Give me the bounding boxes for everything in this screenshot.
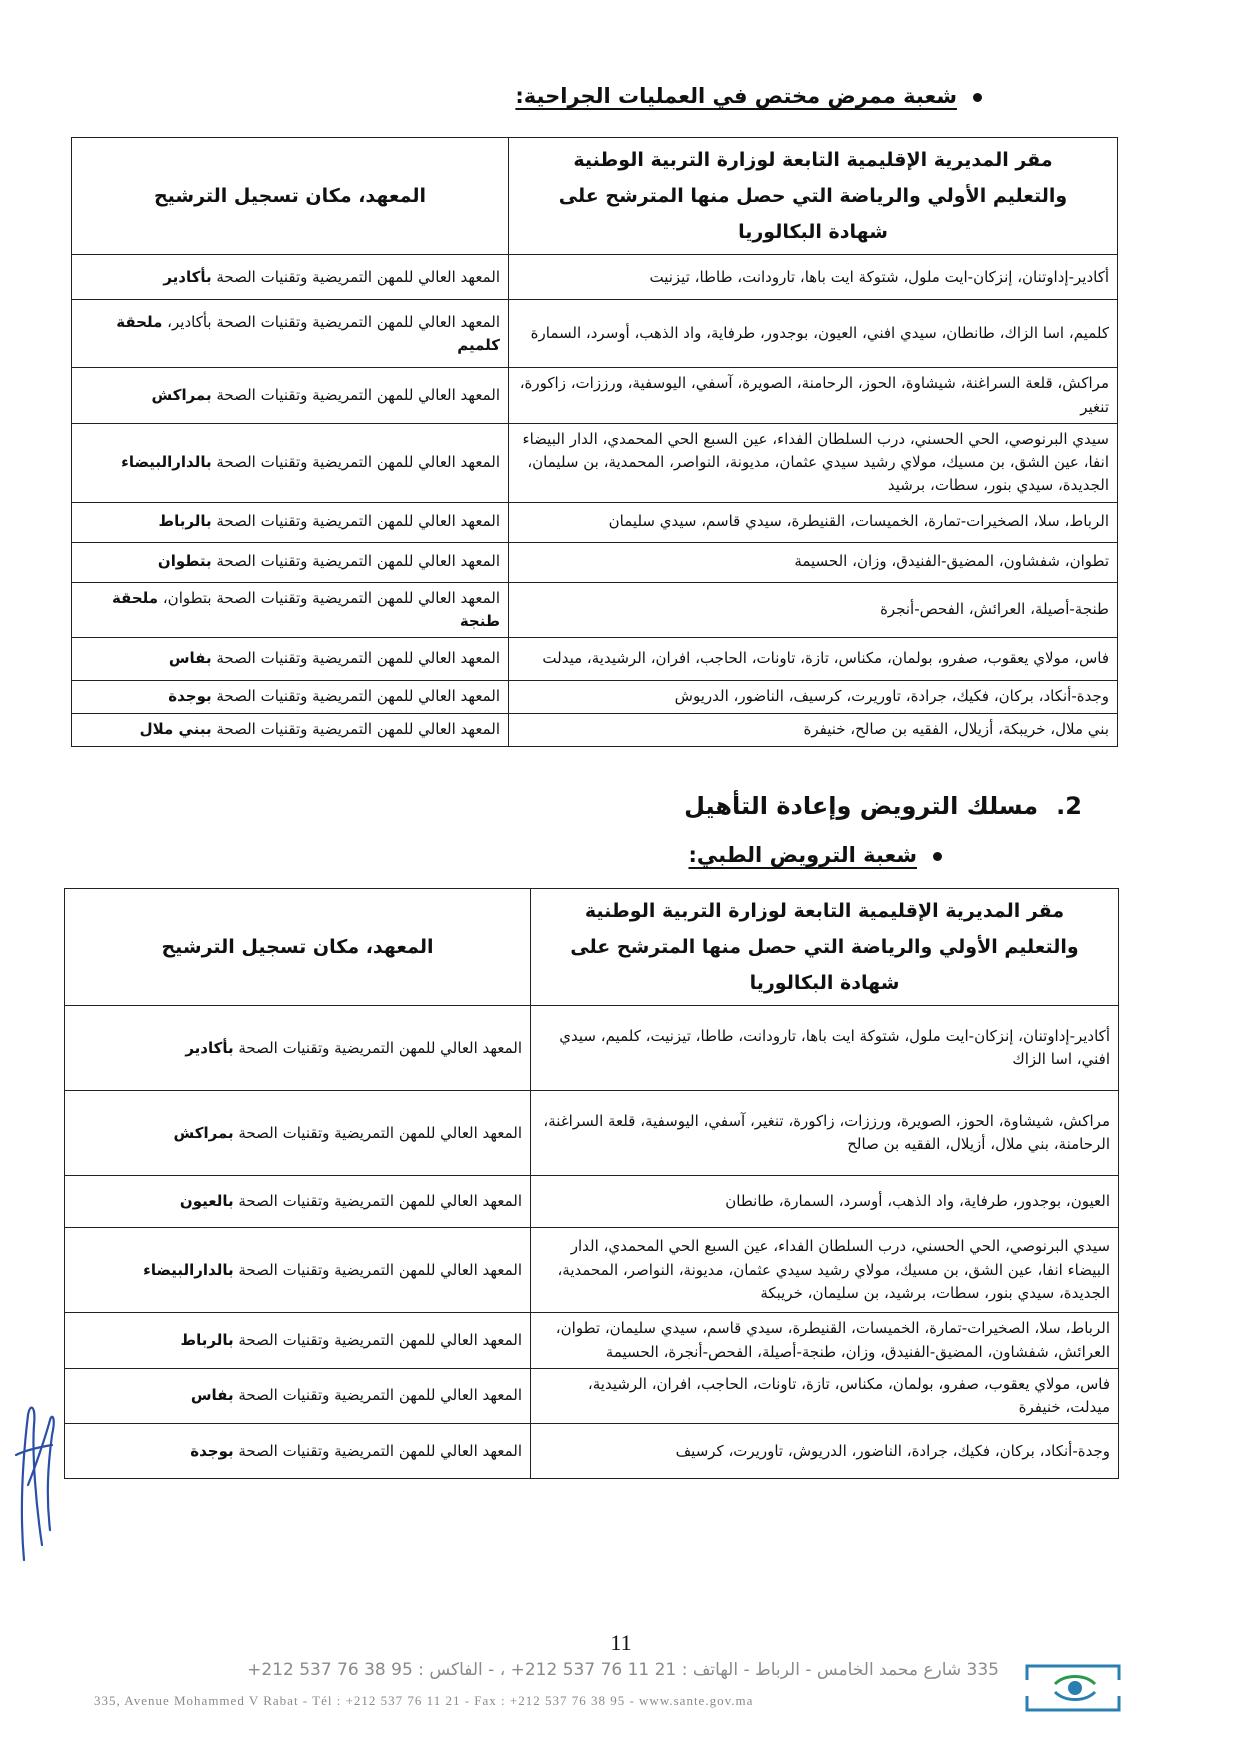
directorate-cell: وجدة-أنكاد، بركان، فكيك، جرادة، الناضور، الدريوش، تاوريرت، كرسيف — [531, 1424, 1119, 1479]
section1-table — [71, 137, 1118, 747]
col-institute-header: المعهد، مكان تسجيل الترشيح — [65, 889, 531, 1006]
directorate-cell: وجدة-أنكاد، بركان، فكيك، جرادة، تاوريرت، كرسيف، الناضور، الدريوش — [509, 681, 1118, 714]
section2-table — [64, 888, 1119, 1479]
institute-cell — [72, 582, 509, 638]
directorate-cell: سيدي البرنوصي، الحي الحسني، درب السلطان الفداء، عين السبع الحي المحمدي، الدار البيضاء انفا، عين الشق، بن مسيك، مولاي رشيد سيدي عثمان، مديونة، النواصر، المحمدية، الجديدة، سيدي بنور، سطات، برشيد، بن سليمان، خريبكة — [531, 1228, 1119, 1313]
directorate-cell: أكادير-إداوتنان، إنزكان-ايت ملول، شتوكة ايت باها، تارودانت، طاطا، تيزنيت — [509, 255, 1118, 300]
table-row — [65, 1006, 1119, 1091]
table-row — [72, 502, 1118, 542]
institute-name: المعهد العالي للمهن التمريضية وتقنيات الصحة — [211, 512, 500, 531]
page-number: 11 — [610, 1630, 632, 1655]
directorate-cell: تطوان، شفشاون، المضيق-الفنيدق، وزان، الحسيمة — [509, 542, 1118, 582]
table-row — [72, 638, 1118, 681]
directorate-cell: فاس، مولاي يعقوب، صفرو، بولمان، مكناس، تازة، تاونات، الحاجب، افران، الرشيدية، ميدلت، خنيفرة — [531, 1368, 1119, 1424]
table-row — [65, 1368, 1119, 1424]
institute-cell — [65, 1313, 531, 1369]
ministry-logo-icon — [1025, 1660, 1121, 1716]
institute-cell — [72, 638, 509, 681]
institute-cell — [72, 255, 509, 300]
institute-name: المعهد العالي للمهن التمريضية وتقنيات الصحة — [233, 1260, 522, 1279]
table-row — [72, 423, 1118, 502]
institute-name: المعهد العالي للمهن التمريضية وتقنيات الصحة — [211, 267, 500, 286]
handwritten-signature — [6, 1395, 66, 1565]
table-row — [72, 255, 1118, 300]
directorate-cell: العيون، بوجدور، طرفاية، واد الذهب، أوسرد، السمارة، طانطان — [531, 1176, 1119, 1228]
institute-city: بالدارالبيضاء — [143, 1260, 234, 1279]
institute-city: بمراكش — [151, 385, 212, 404]
institute-city: ملحقة طنجة — [111, 588, 500, 630]
col-institute-header: المعهد، مكان تسجيل الترشيح — [72, 138, 509, 255]
table-header-row — [72, 138, 1118, 255]
table-row — [72, 300, 1118, 368]
directorate-cell: طنجة-أصيلة، العرائش، الفحص-أنجرة — [509, 582, 1118, 638]
institute-city: بالرباط — [158, 512, 212, 531]
section2-title — [684, 792, 1082, 820]
institute-cell — [65, 1368, 531, 1424]
table-row — [72, 681, 1118, 714]
section2-number: 2. — [1056, 792, 1082, 820]
institute-name: المعهد العالي للمهن التمريضية وتقنيات الصحة — [211, 453, 500, 472]
institute-city: بوجدة — [190, 1441, 234, 1460]
section2-heading: شعبة الترويض الطبي: — [689, 843, 943, 867]
table-row — [65, 1228, 1119, 1313]
table-row — [65, 1091, 1119, 1176]
institute-name: المعهد العالي للمهن التمريضية وتقنيات الصحة بأكادير، — [162, 312, 500, 331]
table-row — [72, 582, 1118, 638]
institute-name: المعهد العالي للمهن التمريضية وتقنيات الصحة — [211, 385, 500, 404]
bullet-icon — [973, 93, 982, 102]
directorate-cell: أكادير-إداوتنان، إنزكان-ايت ملول، شتوكة ايت باها، تارودانت، طاطا، تيزنيت، كلميم، سيدي افني، اسا الزاك — [531, 1006, 1119, 1091]
institute-city: بتطوان — [157, 552, 212, 571]
institute-name: المعهد العالي للمهن التمريضية وتقنيات الصحة — [233, 1386, 522, 1405]
section2-table-body — [65, 1006, 1119, 1479]
institute-city: بفاس — [190, 1386, 234, 1405]
institute-city: ببني ملال — [139, 720, 212, 739]
directorate-cell: الرباط، سلا، الصخيرات-تمارة، الخميسات، القنيطرة، سيدي قاسم، سيدي سليمان — [509, 502, 1118, 542]
col-directorate-header: مقر المديرية الإقليمية التابعة لوزارة التربية الوطنية والتعليم الأولي والرياضة التي حصل منها المترشح على شهادة البكالوريا — [509, 138, 1118, 255]
table-row — [65, 1313, 1119, 1369]
institute-cell — [72, 300, 509, 368]
table-row — [72, 714, 1118, 747]
institute-city: بوجدة — [168, 687, 212, 706]
directorate-cell: فاس، مولاي يعقوب، صفرو، بولمان، مكناس، تازة، تاونات، الحاجب، افران، الرشيدية، ميدلت — [509, 638, 1118, 681]
col-directorate-header: مقر المديرية الإقليمية التابعة لوزارة التربية الوطنية والتعليم الأولي والرياضة التي حصل منها المترشح على شهادة البكالوريا — [531, 889, 1119, 1006]
institute-city: بالدارالبيضاء — [121, 453, 212, 472]
institute-name: المعهد العالي للمهن التمريضية وتقنيات الصحة — [211, 720, 500, 739]
institute-name: المعهد العالي للمهن التمريضية وتقنيات الصحة — [211, 687, 500, 706]
institute-city: بالرباط — [180, 1330, 234, 1349]
institute-name: المعهد العالي للمهن التمريضية وتقنيات الصحة — [233, 1038, 522, 1057]
institute-cell — [72, 542, 509, 582]
institute-city: بفاس — [168, 649, 212, 668]
table-header-row — [65, 889, 1119, 1006]
institute-name: المعهد العالي للمهن التمريضية وتقنيات الصحة — [211, 552, 500, 571]
section1-table-body — [72, 255, 1118, 747]
directorate-cell: بني ملال، خريبكة، أزيلال، الفقيه بن صالح، خنيفرة — [509, 714, 1118, 747]
institute-city: بأكادير — [185, 1038, 234, 1057]
directorate-cell: الرباط، سلا، الصخيرات-تمارة، الخميسات، القنيطرة، سيدي قاسم، سيدي سليمان، تطوان، العرائش، شفشاون، المضيق-الفنيدق، وزان، طنجة-أصيلة، الفحص-أنجرة، الحسيمة — [531, 1313, 1119, 1369]
institute-cell — [72, 681, 509, 714]
institute-city: بالعيون — [179, 1192, 234, 1211]
directorate-cell: سيدي البرنوصي، الحي الحسني، درب السلطان الفداء، عين السبع الحي المحمدي، الدار البيضاء انفا، عين الشق، بن مسيك، مولاي رشيد سيدي عثمان، مديونة، النواصر، المحمدية، بن سليمان، الجديدة، سيدي بنور، سطات، برشيد — [509, 423, 1118, 502]
institute-cell — [65, 1176, 531, 1228]
directorate-cell: مراكش، شيشاوة، الحوز، الصويرة، ورززات، زاكورة، تنغير، آسفي، اليوسفية، قلعة السراغنة، الرحامنة، بني ملال، أزيلال، الفقيه بن صالح — [531, 1091, 1119, 1176]
table-row — [72, 542, 1118, 582]
footer-address-french: 335, Avenue Mohammed V Rabat - Tél : +212 537 76 11 21 - Fax : +212 537 76 38 95 - www.sante.gov.ma — [94, 1693, 754, 1708]
table-row — [72, 368, 1118, 424]
section1-heading: شعبة ممرض مختص في العمليات الجراحية: — [515, 84, 982, 108]
institute-city: ملحقة كلميم — [116, 312, 500, 354]
bullet-icon — [933, 852, 942, 861]
institute-cell — [65, 1091, 531, 1176]
institute-cell — [72, 714, 509, 747]
institute-city: بأكادير — [163, 267, 212, 286]
institute-cell — [72, 368, 509, 424]
institute-cell — [72, 502, 509, 542]
directorate-cell: مراكش، قلعة السراغنة، شيشاوة، الحوز، الرحامنة، الصويرة، آسفي، اليوسفية، ورززات، زاكورة، تنغير — [509, 368, 1118, 424]
directorate-cell: كلميم، اسا الزاك، طانطان، سيدي افني، العيون، بوجدور، طرفاية، واد الذهب، أوسرد، السمارة — [509, 300, 1118, 368]
table-row — [65, 1424, 1119, 1479]
institute-name: المعهد العالي للمهن التمريضية وتقنيات الصحة — [211, 649, 500, 668]
institute-cell — [65, 1424, 531, 1479]
institute-name: المعهد العالي للمهن التمريضية وتقنيات الصحة — [233, 1330, 522, 1349]
institute-name: المعهد العالي للمهن التمريضية وتقنيات الصحة — [233, 1441, 522, 1460]
footer-address-arabic: 335 شارع محمد الخامس - الرباط - الهاتف : 21 11 76 537 212+ ، - الفاكس : 95 38 76 537 212+ — [247, 1660, 999, 1680]
institute-name: المعهد العالي للمهن التمريضية وتقنيات الصحة — [233, 1192, 522, 1211]
institute-city: بمراكش — [173, 1123, 234, 1142]
institute-name: المعهد العالي للمهن التمريضية وتقنيات الصحة بتطوان، — [158, 588, 500, 607]
table-row — [65, 1176, 1119, 1228]
section2-title-text: مسلك الترويض وإعادة التأهيل — [684, 792, 1039, 820]
institute-name: المعهد العالي للمهن التمريضية وتقنيات الصحة — [233, 1123, 522, 1142]
institute-cell — [65, 1006, 531, 1091]
institute-cell — [65, 1228, 531, 1313]
institute-cell — [72, 423, 509, 502]
